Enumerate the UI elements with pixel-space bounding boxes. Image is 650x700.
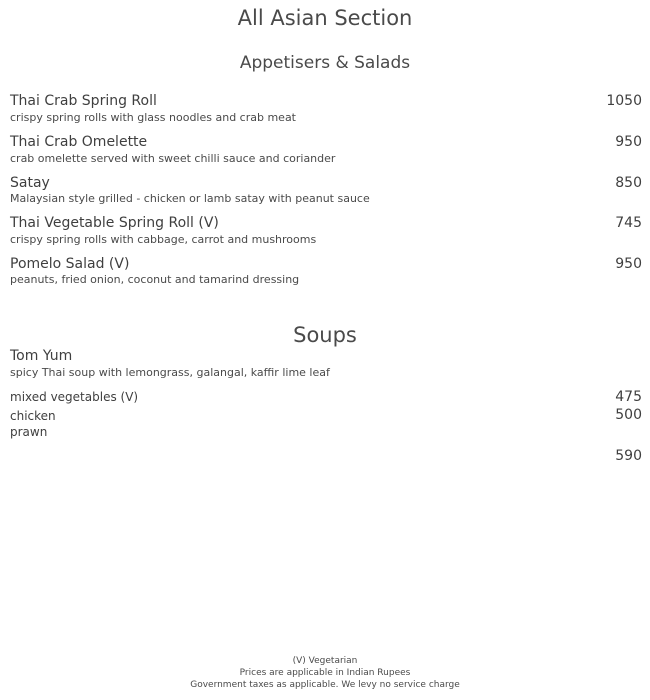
item-price: 1050	[606, 93, 642, 109]
item-description: crab omelette served with sweet chilli sauce and coriander	[10, 152, 336, 165]
soup-description: spicy Thai soup with lemongrass, galangal, kaffir lime leaf	[10, 366, 330, 379]
item-description: Malaysian style grilled - chicken or lamb satay with peanut sauce	[10, 192, 370, 205]
soup-option-label: chicken	[10, 409, 56, 423]
item-description: crispy spring rolls with glass noodles and crab meat	[10, 111, 296, 124]
soup-option-price: 590	[615, 448, 642, 464]
item-name: Satay	[10, 175, 50, 191]
soup-option-label: prawn	[10, 425, 48, 439]
item-name: Pomelo Salad (V)	[10, 256, 130, 272]
appetisers-heading: Appetisers & Salads	[239, 53, 411, 73]
item-price: 950	[615, 256, 642, 272]
soup-name: Tom Yum	[10, 348, 73, 364]
item-name: Thai Crab Omelette	[10, 134, 148, 150]
soup-option-price: 475	[615, 389, 642, 405]
soups-heading: Soups	[293, 323, 357, 347]
soup-option-price: 500	[615, 407, 642, 423]
item-price: 745	[615, 215, 642, 231]
item-description: peanuts, fried onion, coconut and tamarind dressing	[10, 273, 300, 286]
item-name: Thai Crab Spring Roll	[10, 93, 157, 109]
soup-option-label: mixed vegetables (V)	[10, 390, 139, 404]
item-description: crispy spring rolls with cabbage, carrot and mushrooms	[10, 233, 317, 246]
item-price: 950	[615, 134, 642, 150]
currency-note: Prices are applicable in Indian Rupees	[239, 668, 411, 678]
item-price: 850	[615, 175, 642, 191]
item-name: Thai Vegetable Spring Roll (V)	[10, 215, 219, 231]
page-title: All Asian Section	[237, 6, 413, 30]
tax-note: Government taxes as applicable. We levy no service charge	[190, 680, 460, 690]
vegetarian-note: (V) Vegetarian	[292, 656, 358, 666]
